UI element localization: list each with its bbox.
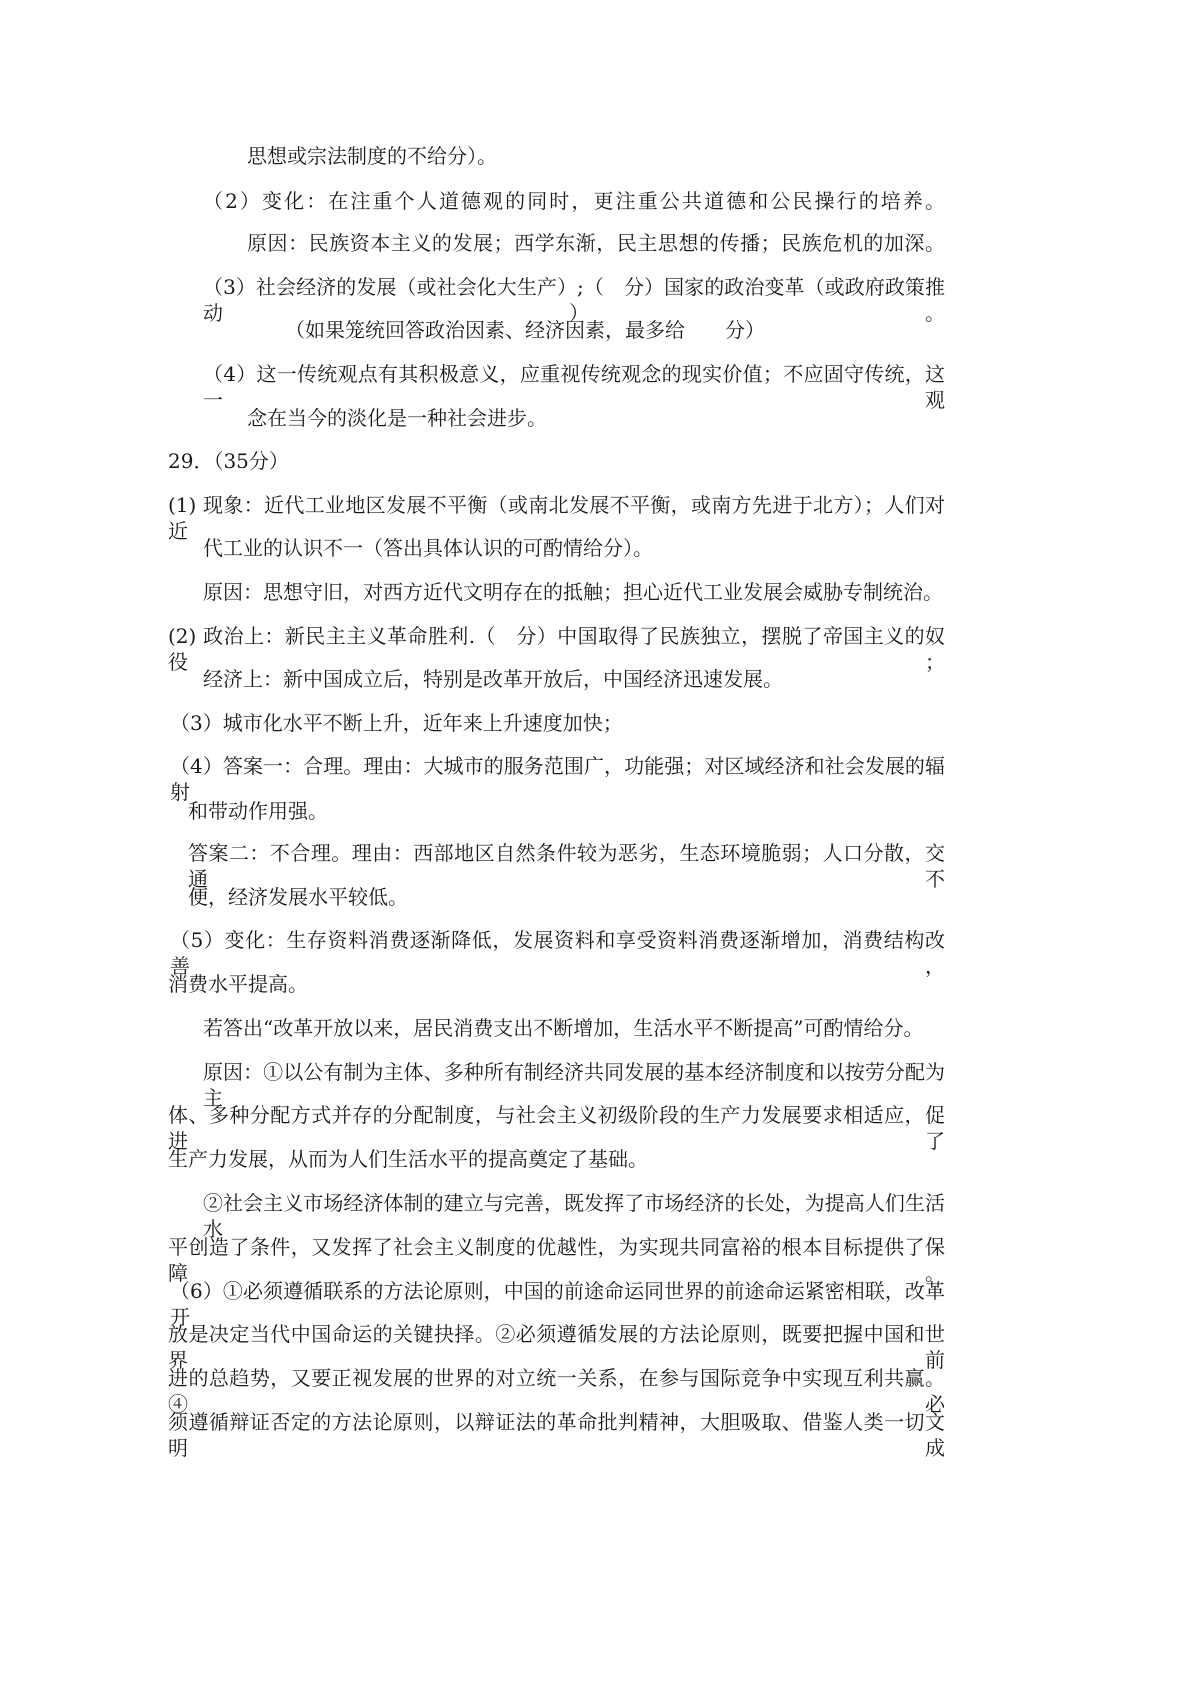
text-line: (2) 政治上：新民主主义革命胜利.（ 分）中国取得了民族独立，摆脱了帝国主义的奴役； xyxy=(168,624,945,674)
text-line: 若答出“改革开放以来，居民消费支出不断增加，生活水平不断提高”可酌情给分。 xyxy=(203,1016,924,1040)
text-line: 原因：①以公有制为主体、多种所有制经济共同发展的基本经济制度和以按劳分配为主 xyxy=(203,1060,945,1110)
text-line: （3）城市化水平不断上升，近年来上升速度加快； xyxy=(170,711,623,735)
text-line: (1) 现象：近代工业地区发展不平衡（或南北发展不平衡，或南方先进于北方）；人们对近 xyxy=(168,493,945,543)
question-heading: 29．（35分） xyxy=(168,449,289,473)
text-line: 平创造了条件，又发挥了社会主义制度的优越性，为实现共同富裕的根本目标提供了保障。 xyxy=(168,1235,945,1285)
text-line: ②社会主义市场经济体制的建立与完善，既发挥了市场经济的长处，为提高人们生活水 xyxy=(203,1191,945,1241)
text-line: 原因：思想守旧，对西方近代文明存在的抵触；担心近代工业发展会威胁专制统治。 xyxy=(203,580,943,604)
text-line: 体、多种分配方式并存的分配制度，与社会主义初级阶段的生产力发展要求相适应，促进了 xyxy=(168,1103,945,1153)
text-line: 念在当今的淡化是一种社会进步。 xyxy=(247,406,547,430)
text-line: （5）变化：生存资料消费逐渐降低，发展资料和享受资料消费逐渐增加，消费结构改善， xyxy=(170,928,945,978)
text-line: （如果笼统回答政治因素、经济因素，最多给 分） xyxy=(285,318,765,342)
text-line: 便，经济发展水平较低。 xyxy=(188,885,408,909)
text-line: 须遵循辩证否定的方法论原则，以辩证法的革命批判精神，大胆吸取、借鉴人类一切文明成 xyxy=(168,1410,945,1460)
text-line: 生产力发展，从而为人们生活水平的提高奠定了基础。 xyxy=(168,1147,648,1171)
text-line: 原因：民族资本主义的发展；西学东渐，民主思想的传播；民族危机的加深。 xyxy=(247,231,945,255)
text-line: （4）这一传统观点有其积极意义，应重视传统观念的现实价值；不应固守传统，这一观 xyxy=(203,362,945,412)
text-line: （3）社会经济的发展（或社会化大生产）;（ 分）国家的政治变革（或政府政策推动）。 xyxy=(203,275,945,325)
text-line: 经济上：新中国成立后，特别是改革开放后，中国经济迅速发展。 xyxy=(203,667,783,691)
text-line: 消费水平提高。 xyxy=(168,972,308,996)
text-line: （4）答案一：合理。理由：大城市的服务范围广，功能强；对区域经济和社会发展的辐射 xyxy=(170,754,945,804)
text-line: 代工业的认识不一（答出具体认识的可酌情给分）。 xyxy=(203,536,653,560)
text-line: （2）变化：在注重个人道德观的同时，更注重公共道德和公民操行的培养。 xyxy=(203,189,945,213)
text-line: （6）①必须遵循联系的方法论原则，中国的前途命运同世界的前途命运紧密相联，改革开 xyxy=(170,1279,945,1329)
text-line: 和带动作用强。 xyxy=(188,799,328,823)
text-line: 放是决定当代中国命运的关键抉择。②必须遵循发展的方法论原则，既要把握中国和世界前 xyxy=(168,1322,945,1372)
text-line: 进的总趋势，又要正视发展的世界的对立统一关系，在参与国际竞争中实现互利共赢。④必 xyxy=(168,1366,945,1416)
text-line: 思想或宗法制度的不给分）。 xyxy=(247,144,497,168)
text-line: 答案二：不合理。理由：西部地区自然条件较为恶劣，生态环境脆弱；人口分散，交通不 xyxy=(188,841,945,891)
